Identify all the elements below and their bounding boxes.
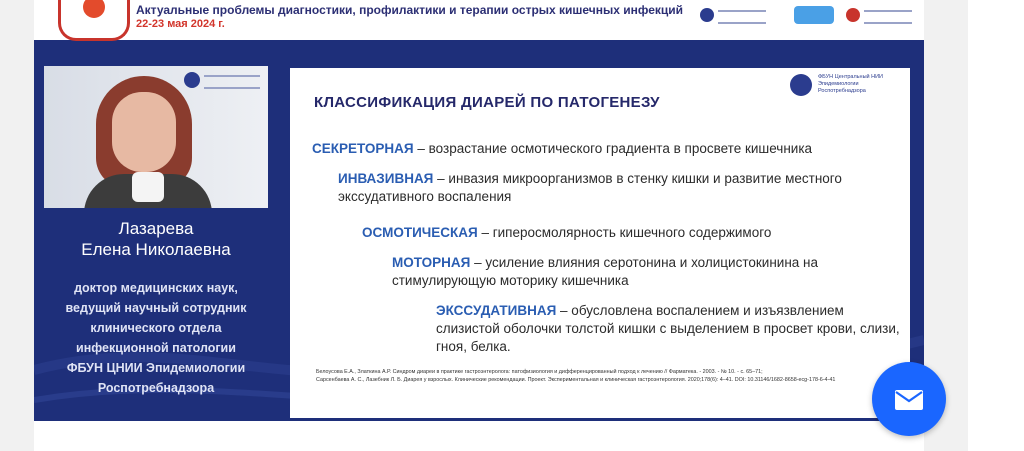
item-description: – обусловлена воспалением и изъязвлением слизистой оболочки толстой кишки с выделением в просвет крови, слизи, гноя, белка. xyxy=(436,303,900,354)
speaker-name xyxy=(44,218,268,260)
item-description: – усиление влияния серотонина и холицистокинина на стимулирующую моторику кишечника xyxy=(392,255,818,288)
page-edge xyxy=(968,0,1024,451)
item-term: ЭКССУДАТИВНАЯ xyxy=(436,303,557,318)
speaker-surname: Лазарева xyxy=(118,219,194,238)
classification-item xyxy=(436,302,906,356)
classification-item xyxy=(312,140,902,158)
partner-logo-rospotrebnadzor xyxy=(700,6,770,24)
speaker-department-2: инфекционной патологии xyxy=(76,341,236,355)
speaker-degree: доктор медицинских наук, xyxy=(74,281,238,295)
speaker-video xyxy=(44,66,268,208)
classification-item xyxy=(362,224,882,242)
item-term: ОСМОТИЧЕСКАЯ xyxy=(362,225,478,240)
slide-title: КЛАССИФИКАЦИЯ ДИАРЕЙ ПО ПАТОГЕНЕЗУ xyxy=(314,94,660,111)
video-frame xyxy=(34,0,924,451)
slide-references xyxy=(316,368,906,384)
video-bottom-bar xyxy=(34,421,924,451)
partner-logo-cmd xyxy=(794,6,834,24)
classification-item xyxy=(392,254,902,290)
conference-logo xyxy=(58,0,130,41)
classification-item xyxy=(338,170,858,206)
item-description: – гиперосмолярность кишечного содержимого xyxy=(477,225,772,240)
reference-item: Белоусова Е.А., Златкина А.Р. Синдром диареи в практике гастроэнтеролога: патофизиология и дифференцированный подход к лечению // Фарматека. - 2003. - № 10. - с. 65–71; xyxy=(316,369,763,375)
institute-logo-icon xyxy=(790,74,812,96)
intestine-icon xyxy=(83,0,105,18)
partner-logo-institute xyxy=(846,6,908,24)
item-description: – возрастание осмотического градиента в просвете кишечника xyxy=(413,141,813,156)
item-term: ИНВАЗИВНАЯ xyxy=(338,171,434,186)
mail-icon xyxy=(895,390,923,410)
presentation-slide xyxy=(290,68,910,418)
speaker-description xyxy=(44,278,268,398)
speaker-institution: ФБУН ЦНИИ Эпидемиологии xyxy=(66,361,246,375)
speaker-position: ведущий научный сотрудник xyxy=(65,301,247,315)
item-term: МОТОРНАЯ xyxy=(392,255,471,270)
speaker-face xyxy=(112,92,176,172)
speaker-given-names: Елена Николаевна xyxy=(81,240,231,259)
message-button[interactable] xyxy=(872,362,946,436)
reference-item: Сарсенбаева А. С., Лазебник Л. Б. Диарея у взрослых. Клинические рекомендации. Проект. Экспериментальная и клиническая гастроэнтерология. 2020;178(6): 4–41. DOI: 10.31146/1682-8658-ecg-178-6-4-41 xyxy=(316,377,836,383)
institute-logo-icon xyxy=(184,72,200,88)
slide-logo-text: ФБУН Центральный НИИ Эпидемиологии Роспотребнадзора xyxy=(818,74,884,94)
item-term: СЕКРЕТОРНАЯ xyxy=(312,141,414,156)
item-description: – инвазия микроорганизмов в стенку кишки и развитие местного экссудативного воспаления xyxy=(338,171,842,204)
speaker-department: клинического отдела xyxy=(90,321,222,335)
conference-banner xyxy=(34,0,924,40)
speaker-organization: Роспотребнадзора xyxy=(97,381,215,395)
conference-title: Актуальные проблемы диагностики, профилактики и терапии острых кишечных инфекций xyxy=(136,3,684,17)
conference-dates: 22-23 мая 2024 г. xyxy=(136,18,225,30)
